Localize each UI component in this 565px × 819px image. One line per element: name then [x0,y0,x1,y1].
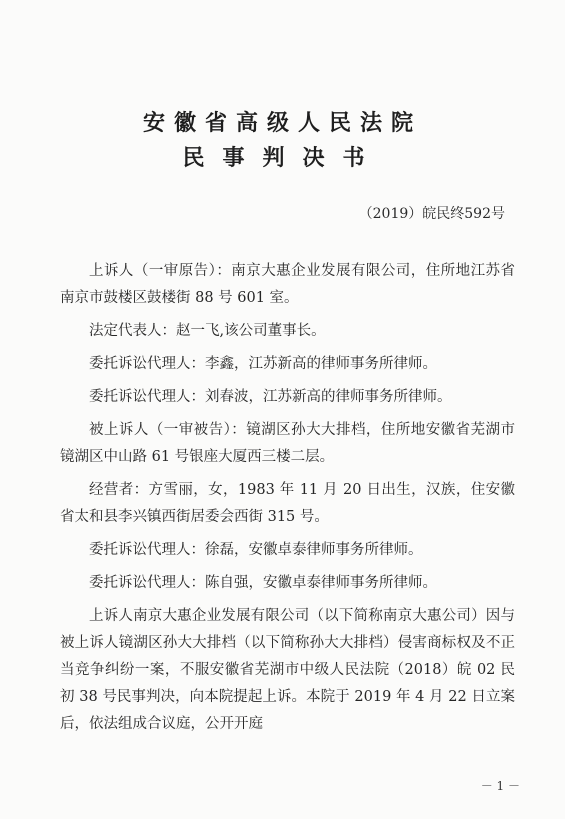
paragraph-appellee-agent-2: 委托诉讼代理人：陈自强，安徽卓泰律师事务所律师。 [89,575,437,591]
paragraph-appellee: 被上诉人（一审被告）：镜湖区孙大大排档，住所地安徽省芜湖市镜湖区中山路 61 号银座大厦西三楼二层。 [60,422,515,465]
case-number: （2019）皖民终592号 [358,206,505,222]
court-name-title: 安徽省高级人民法院 [142,110,422,136]
page-number: － 1 － [480,779,520,793]
paragraph-appellant-agent-1: 委托诉讼代理人：李鑫，江苏新高的律师事务所律师。 [89,356,437,372]
document-type-title: 民事判决书 [182,145,383,171]
judgment-body [60,258,515,738]
paragraph-case-background: 上诉人南京大惠企业发展有限公司（以下简称南京大惠公司）因与被上诉人镜湖区孙大大排档（以下简称孙大大排档）侵害商标权及不正当竞争纠纷一案，不服安徽省芜湖市中级人民法院（2018）皖 02 民初 38 号民事判决，向本院提起上诉。本院于 2019 年 4 月 22 日立案后，依法组成合议庭，公开开庭 [60,608,515,732]
paragraph-appellant-agent-2: 委托诉讼代理人：刘春波，江苏新高的律师事务所律师。 [89,389,452,405]
paragraph-legal-representative: 法定代表人：赵一飞,该公司董事长。 [89,323,326,339]
paragraph-appellant: 上诉人（一审原告）：南京大惠企业发展有限公司，住所地江苏省南京市鼓楼区鼓楼街 88 号 601 室。 [60,263,515,306]
paragraph-appellee-agent-1: 委托诉讼代理人：徐磊，安徽卓泰律师事务所律师。 [89,542,423,558]
paragraph-operator: 经营者：方雪丽，女，1983 年 11 月 20 日出生，汉族，住安徽省太和县李兴镇西街居委会西街 315 号。 [60,482,515,525]
